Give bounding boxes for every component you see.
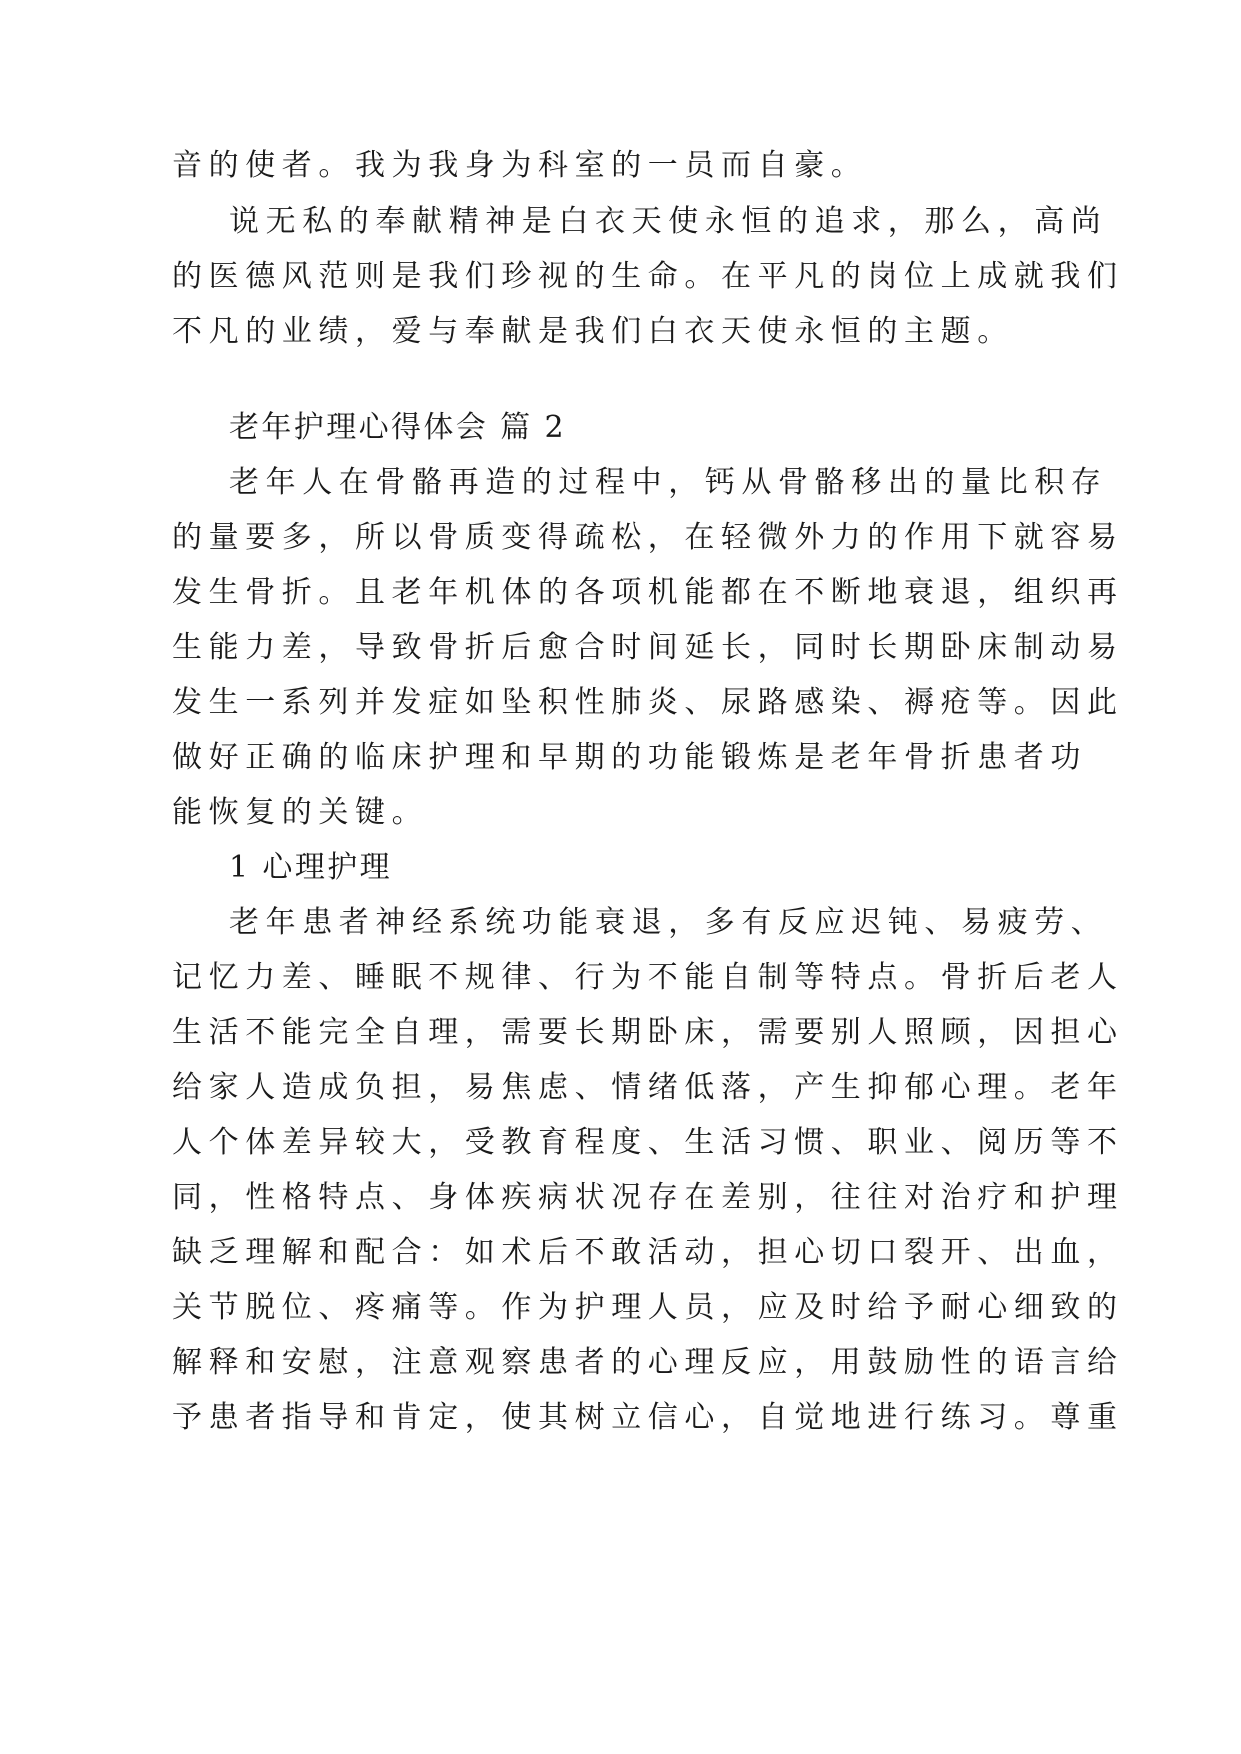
paragraph-line: 记忆力差、睡眠不规律、行为不能自制等特点。骨折后老人 <box>172 960 1124 995</box>
paragraph-line: 发生骨折。且老年机体的各项机能都在不断地衰退，组织再 <box>172 575 1124 610</box>
paragraph-line: 音的使者。我为我身为科室的一员而自豪。 <box>172 148 868 183</box>
paragraph-line: 解释和安慰，注意观察患者的心理反应，用鼓励性的语言给 <box>172 1345 1124 1380</box>
paragraph-line: 老年患者神经系统功能衰退，多有反应迟钝、易疲劳、 <box>229 905 1108 940</box>
paragraph-line: 做好正确的临床护理和早期的功能锻炼是老年骨折患者功 <box>172 740 1087 775</box>
paragraph-line: 说无私的奉献精神是白衣天使永恒的追求，那么，高尚 <box>229 204 1108 239</box>
paragraph-line: 予患者指导和肯定，使其树立信心，自觉地进行练习。尊重 <box>172 1400 1124 1435</box>
section-heading: 老年护理心得体会 篇 2 <box>229 410 566 445</box>
paragraph-line: 同，性格特点、身体疾病状况存在差别，往往对治疗和护理 <box>172 1180 1124 1215</box>
paragraph-line: 能恢复的关键。 <box>172 795 429 830</box>
paragraph-line: 老年人在骨骼再造的过程中，钙从骨骼移出的量比积存 <box>229 465 1108 500</box>
paragraph-line: 发生一系列并发症如坠积性肺炎、尿路感染、褥疮等。因此 <box>172 685 1124 720</box>
paragraph-line: 生能力差，导致骨折后愈合时间延长，同时长期卧床制动易 <box>172 630 1124 665</box>
paragraph-line: 的医德风范则是我们珍视的生命。在平凡的岗位上成就我们 <box>172 259 1124 294</box>
paragraph-line: 给家人造成负担，易焦虑、情绪低落，产生抑郁心理。老年 <box>172 1070 1124 1105</box>
subsection-heading: 1 心理护理 <box>229 850 393 885</box>
paragraph-line: 缺乏理解和配合：如术后不敢活动，担心切口裂开、出血， <box>172 1235 1124 1270</box>
paragraph-line: 关节脱位、疼痛等。作为护理人员，应及时给予耐心细致的 <box>172 1290 1124 1325</box>
paragraph-line: 人个体差异较大，受教育程度、生活习惯、职业、阅历等不 <box>172 1125 1124 1160</box>
paragraph-line: 的量要多，所以骨质变得疏松，在轻微外力的作用下就容易 <box>172 520 1124 555</box>
paragraph-line: 不凡的业绩，爱与奉献是我们白衣天使永恒的主题。 <box>172 314 1014 349</box>
paragraph-line: 生活不能完全自理，需要长期卧床，需要别人照顾，因担心 <box>172 1015 1124 1050</box>
